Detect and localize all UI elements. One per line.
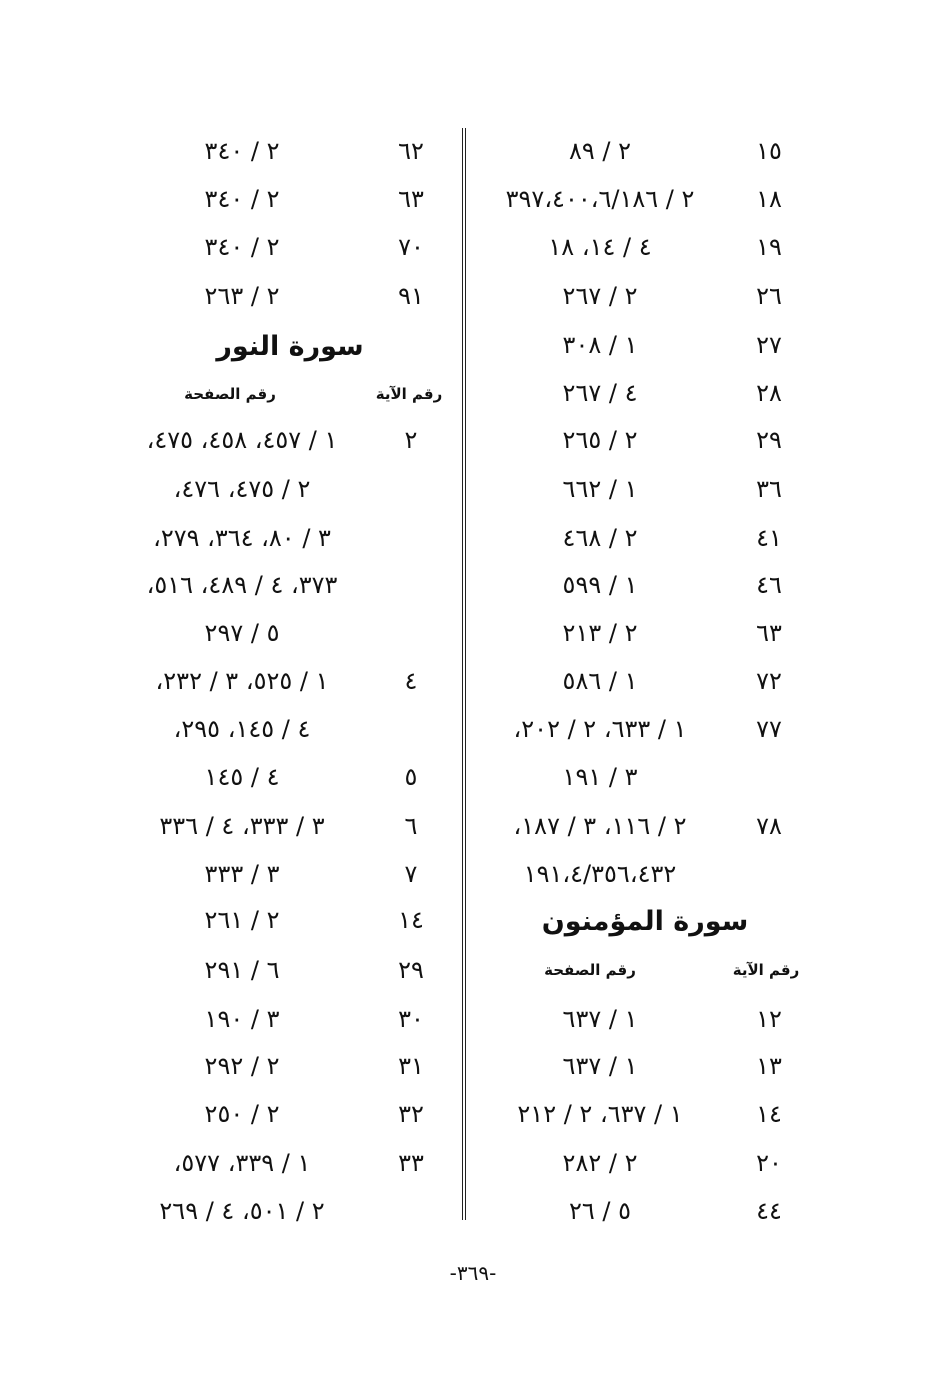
page-references: ١ / ٦٣٧، ٢ / ٢١٢ [517,1100,683,1128]
verse-number: ٢٩ [398,956,424,984]
header-page-number: رقم الصفحة [544,961,636,979]
verse-number: ٤٤ [756,1197,782,1225]
page-references: ٣ / ١٩١ [562,763,638,791]
page-references: ١ / ٤٥٧، ٤٥٨، ٤٧٥، [146,426,338,454]
verse-number: ٧٧ [756,715,782,743]
verse-number: ٧٨ [756,812,782,840]
page-references: ٢ / ١١٦، ٣ / ١٨٧، [513,812,687,840]
verse-number: ٦٢ [398,137,424,165]
verse-number [370,523,452,553]
page-references: ٤ / ١٤٥ [204,763,280,791]
surah-title: سورة النور [216,331,364,362]
verse-number [370,570,452,600]
page-references: ٢ / ٢٦٥ [562,426,638,454]
verse-number: ٥ [404,763,418,791]
verse-number: ٤١ [756,524,782,552]
verse-number: ٧ [404,860,418,888]
page-references: ١ / ٦٣٧ [562,1005,638,1033]
verse-number: ٧٢ [756,667,782,695]
surah-title: سورة المؤمنون [541,906,749,937]
page-references: ٢ / ٣٩٧،٤٠٠،٦/١٨٦ [505,185,695,213]
verse-number: ٢٠ [756,1149,782,1177]
page-number: -٣٦٩- [449,1261,497,1285]
verse-number: ١٨ [756,185,782,213]
verse-number: ٤ [404,667,418,695]
verse-number: ٢٩ [756,426,782,454]
page-references: ١ / ٣٣٩، ٥٧٧، [173,1149,311,1177]
verse-number: ١٤ [398,906,424,934]
verse-number: ١٥ [756,137,782,165]
page-references: ٢ / ٥٠١، ٤ / ٢٦٩ [159,1197,325,1225]
verse-number: ٣٢ [398,1100,424,1128]
verse-number: ١٩ [756,233,782,261]
page-references: ٣ / ٣٣٣، ٤ / ٣٣٦ [159,812,325,840]
verse-number: ١٤ [756,1100,782,1128]
verse-number: ٣٦ [756,475,782,503]
page-references: ٢ / ٢٨٢ [562,1149,638,1177]
verse-number: ٦٣ [398,185,424,213]
page-references: ١٩١،٤/٣٥٦،٤٣٢ [523,860,677,888]
verse-number: ٣٣ [398,1149,424,1177]
header-verse-number: رقم الآية [732,961,800,979]
page-references: ٢ / ٢١٣ [562,619,638,647]
page-references: ٣ / ١٩٠ [204,1005,280,1033]
page-references: ٣ / ٣٣٣ [204,860,280,888]
page-references: ٤ / ٢٦٧ [562,379,638,407]
verse-number [730,859,808,889]
page-references: ١ / ٣٠٨ [562,331,638,359]
header-verse-number: رقم الآية [375,385,443,403]
verse-number: ٢٨ [756,379,782,407]
page-references: ٥ / ٢٩٧ [204,619,280,647]
page-references: ٢ / ٤٧٥، ٤٧٦، [173,475,311,503]
verse-number [730,762,808,792]
verse-number: ٣٠ [398,1005,424,1033]
page-references: ٣٧٣، ٤ / ٤٨٩، ٥١٦، [146,571,338,599]
page-references: ١ / ٥٨٦ [562,667,638,695]
page-references: ١ / ٦٣٣، ٢ / ٢٠٢، [513,715,687,743]
page-references: ٥ / ٢٦ [568,1197,631,1225]
verse-number: ١٣ [756,1052,782,1080]
header-page-number: رقم الصفحة [184,385,276,403]
page-references: ٣ / ٨٠، ٣٦٤، ٢٧٩، [153,524,331,552]
page-references: ١ / ٥٩٩ [562,571,638,599]
verse-number [370,1196,452,1226]
verse-number: ٣١ [398,1052,424,1080]
page-references: ٢ / ٣٤٠ [204,185,280,213]
verse-number: ٢٦ [756,282,782,310]
verse-number: ٤٦ [756,571,782,599]
page-references: ٤ / ١٤، ١٨ [548,233,652,261]
page-references: ٢ / ٢٦٧ [562,282,638,310]
verse-number [370,714,452,744]
verse-number: ٢٧ [756,331,782,359]
page-references: ٢ / ٢٩٢ [204,1052,280,1080]
verse-number: ٩١ [398,282,424,310]
page-references: ٢ / ٤٦٨ [562,524,638,552]
verse-number: ٢ [404,426,418,454]
page-references: ٤ / ١٤٥، ٢٩٥، [173,715,311,743]
page-references: ٢ / ٢٦١ [204,906,280,934]
page-references: ٢ / ٨٩ [568,137,631,165]
page-references: ٢ / ٣٤٠ [204,137,280,165]
page-references: ٦ / ٢٩١ [204,956,280,984]
verse-number [370,618,452,648]
verse-number: ٦ [404,812,418,840]
page-references: ١ / ٦٣٧ [562,1052,638,1080]
verse-number: ٦٣ [756,619,782,647]
page-references: ١ / ٦٦٢ [562,475,638,503]
column-divider [462,128,466,1220]
verse-number: ٧٠ [398,233,424,261]
page-references: ٢ / ٣٤٠ [204,233,280,261]
page-references: ١ / ٥٢٥، ٣ / ٢٣٢، [155,667,329,695]
page-references: ٢ / ٢٥٠ [204,1100,280,1128]
verse-number: ١٢ [756,1005,782,1033]
verse-number [370,474,452,504]
page-references: ٢ / ٢٦٣ [204,282,280,310]
